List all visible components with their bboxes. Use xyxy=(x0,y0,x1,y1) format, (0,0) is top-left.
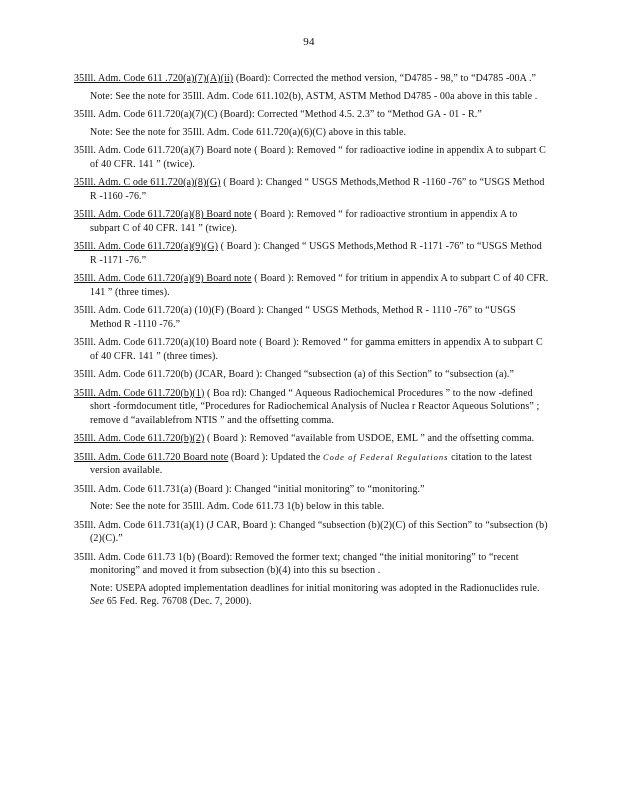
entry-text: ( Board ): Removed “ for tritium in appendix A to subpart C of 40 CFR. 141 ” (three times). xyxy=(90,273,549,298)
table-note xyxy=(90,582,550,609)
code-citation: 35Ill. Adm. Code 611.720(a)(8) Board note xyxy=(74,209,252,220)
code-citation: 35Ill. Adm. Code 611.731(a) xyxy=(74,483,192,495)
entry-text: (JCAR, Board ): Changed “subsection (a) of this Section” to “subsection (a).” xyxy=(192,369,515,380)
amendment-entry xyxy=(74,432,550,446)
code-citation: 35Ill. Adm. Code 611.720(b)(2) xyxy=(74,433,205,444)
amendment-entry xyxy=(74,483,550,497)
amendment-entry xyxy=(74,272,550,299)
code-citation: 35Ill. Adm. Code 611.720(a)(10) xyxy=(74,337,209,348)
entry-text: citation to the latest version available. xyxy=(90,451,532,476)
entry-text: ( Board ): Removed “ for radioactive strontium in appendix A to subpart C of 40 CFR. 141 ” (twice). xyxy=(90,209,518,234)
amendment-entry xyxy=(74,368,550,382)
table-note xyxy=(90,126,550,140)
note-text: Note: See the note for 35Ill. Adm. Code 611.102(b), ASTM, ASTM Method D4785 - 00a above in this table . xyxy=(90,90,538,102)
code-citation: 35Ill. Adm. Code 611.720 Board note xyxy=(74,451,229,463)
amendment-entry xyxy=(74,451,550,478)
amendment-entry xyxy=(74,304,550,331)
code-citation: 35Ill. Adm. Code 611.720(a)(7) xyxy=(74,145,204,156)
amendment-entry xyxy=(74,176,550,203)
entry-text: (Board ): Changed “initial monitoring” to “monitoring.” xyxy=(191,483,425,495)
note-reference: 65 Fed. Reg. 76708 (Dec. 7, 2000). xyxy=(104,596,252,607)
code-citation: 35Ill. Adm. Code 611.720(a)(9) Board note xyxy=(74,273,252,284)
entry-text: (Board ): Updated the xyxy=(228,451,324,463)
code-citation: 35Ill. Adm. Code 611 .720(a)(7)(A)(ii) xyxy=(74,73,234,84)
entry-text: (Board): Corrected the method version, “D4785 - 98,” to “D4785 -00A .” xyxy=(233,73,537,84)
note-text: Note: See the note for 35Ill. Adm. Code 611.720(a)(6)(C) above in this table. xyxy=(90,126,407,138)
entry-text: (J CAR, Board ): Changed “subsection (b)(2)(C) of this Section” to “subsection (b)(2)(C).” xyxy=(90,519,548,544)
code-citation: 35Ill. Adm. Code 611.720(a)(9)(G) xyxy=(74,241,219,252)
amendment-entry xyxy=(74,387,550,428)
entry-text: ( Board ): Changed “ USGS Methods,Method R -1171 -76” to “USGS Method R -1171 -76.” xyxy=(90,241,542,266)
code-citation: 35Ill. Adm. Code 611.720(a) (10)(F) xyxy=(74,305,225,316)
code-citation: 35Ill. Adm. Code 611.720(b) xyxy=(74,369,193,380)
entry-text: Board note ( Board ): Removed “ for gamma emitters in appendix A to subpart C of 40 CFR. 141 ” (three times). xyxy=(90,337,543,362)
entry-text: (Board): Corrected “Method 4.5. 2.3” to “Method GA - 01 - R.” xyxy=(217,109,482,120)
note-text: Note: USEPA adopted implementation deadlines for initial monitoring was adopted in the Radionuclides rule. xyxy=(90,582,540,594)
entry-text: Board note ( Board ): Removed “ for radioactive iodine in appendix A to subpart C of 40 CFR. 141 ” (twice). xyxy=(90,145,546,170)
entry-text: ( Board ): Removed “available from USDOE, EML ” and the offsetting comma. xyxy=(204,433,535,444)
publication-title: Code of Federal Regulations xyxy=(323,451,449,462)
amendment-entry xyxy=(74,108,550,122)
code-citation: 35Ill. Adm. C ode 611.720(a)(8)(G) xyxy=(74,177,221,188)
table-note xyxy=(90,500,550,514)
amendment-entry xyxy=(74,240,550,267)
code-citation: 35Ill. Adm. Code 611.73 1(b) xyxy=(74,551,196,563)
entry-text: (Board): Removed the former text; changed “the initial monitoring” to “recent monitoring” and moved it from subsection (b)(4) into this su bsection . xyxy=(90,551,519,576)
amendment-entry xyxy=(74,336,550,363)
code-citation: 35Ill. Adm. Code 611.731(a)(1) xyxy=(74,519,204,531)
amendment-entry xyxy=(74,208,550,235)
amendment-entry xyxy=(74,72,550,86)
amendment-entry xyxy=(74,519,550,546)
amendment-entry xyxy=(74,144,550,171)
amendment-entry xyxy=(74,551,550,578)
table-note xyxy=(90,90,550,104)
page-number: 94 xyxy=(303,36,315,48)
code-citation: 35Ill. Adm. Code 611.720(b)(1) xyxy=(74,387,205,399)
note-citation-signal: See xyxy=(90,596,105,607)
note-text: Note: See the note for 35Ill. Adm. Code 611.73 1(b) below in this table. xyxy=(90,501,385,512)
entry-text: ( Board ): Changed “ USGS Methods,Method R -1160 -76” to “USGS Method R -1160 -76.” xyxy=(90,177,545,202)
code-citation: 35Ill. Adm. Code 611.720(a)(7)(C) xyxy=(74,109,218,120)
entry-text: ( Boa rd): Changed “ Aqueous Radiochemical Procedures ” to the now -defined short -formdocument title, “Procedures for Radiochemical Analysis of Nuclea r Reactor Aqueous Solutions” ; remove d “availablefrom NTIS ” and the offsetting comma. xyxy=(90,387,540,426)
amendment-list xyxy=(74,72,550,614)
entry-text: (Board ): Changed “ USGS Methods, Method R - 1110 -76” to “USGS Method R -1110 -76.” xyxy=(90,305,516,330)
